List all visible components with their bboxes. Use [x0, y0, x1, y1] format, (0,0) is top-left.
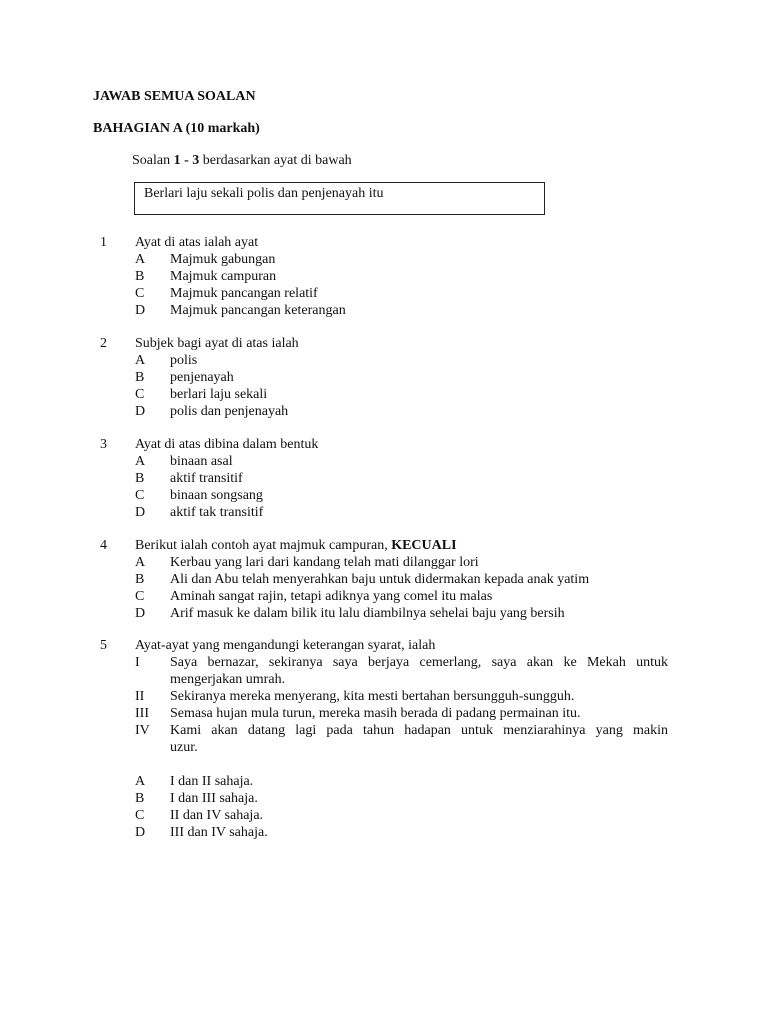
- option-text: polis dan penjenayah: [170, 404, 289, 419]
- question-stem-row: [100, 436, 680, 453]
- option-row: [100, 605, 680, 622]
- option-label: B: [135, 572, 145, 587]
- statement-label: IV: [135, 723, 150, 738]
- option-row: [100, 504, 680, 521]
- question-number: 5: [100, 638, 107, 653]
- option-text: Arif masuk ke dalam bilik itu lalu diambilnya sehelai baju yang bersih: [170, 606, 565, 621]
- question-number: 4: [100, 538, 107, 553]
- statement-text-continued: mengerjakan umrah.: [170, 672, 286, 687]
- option-label: B: [135, 471, 145, 486]
- option-label: C: [135, 286, 145, 301]
- question-2: [100, 335, 680, 420]
- instruction-post: berdasarkan ayat di bawah: [199, 153, 352, 168]
- statement-text: Sekiranya mereka menyerang, kita mesti bertahan bersungguh-sungguh.: [170, 689, 575, 704]
- option-label: A: [135, 774, 146, 789]
- option-label: B: [135, 791, 145, 806]
- option-label: D: [135, 606, 146, 621]
- option-text: Majmuk campuran: [170, 269, 277, 284]
- boxed-sentence: Berlari laju sekali polis dan penjenayah itu: [144, 186, 384, 201]
- option-text: berlari laju sekali: [170, 387, 268, 402]
- question-stem-row: [100, 234, 680, 251]
- option-label: A: [135, 454, 146, 469]
- option-text: Majmuk pancangan keterangan: [170, 303, 346, 318]
- option-text: Majmuk gabungan: [170, 252, 276, 267]
- option-row: [100, 251, 680, 268]
- option-label: C: [135, 387, 145, 402]
- option-text: binaan songsang: [170, 488, 263, 503]
- option-text: polis: [170, 353, 198, 368]
- option-row: [100, 403, 680, 420]
- option-row: [100, 302, 680, 319]
- question-5: [100, 637, 680, 841]
- question-4: [100, 537, 680, 622]
- option-label: B: [135, 370, 145, 385]
- statement-label: III: [135, 706, 149, 721]
- option-row: [100, 352, 680, 369]
- option-label: A: [135, 252, 146, 267]
- option-text: II dan IV sahaja.: [170, 808, 264, 823]
- option-text: Kerbau yang lari dari kandang telah mati dilanggar lori: [170, 555, 479, 570]
- question-stem: Ayat-ayat yang mengandungi keterangan syarat, ialah: [135, 638, 436, 653]
- option-row: [100, 790, 680, 807]
- option-row: [100, 487, 680, 504]
- question-number: 3: [100, 437, 107, 452]
- question-stem-emphasis: KECUALI: [391, 538, 457, 553]
- option-row: [100, 571, 680, 588]
- option-label: D: [135, 404, 146, 419]
- statement-continuation-row: [100, 671, 680, 688]
- statement-row: [100, 688, 680, 705]
- option-text: I dan III sahaja.: [170, 791, 258, 806]
- option-row: [100, 824, 680, 841]
- question-stem: Subjek bagi ayat di atas ialah: [135, 336, 299, 351]
- statement-continuation-row: [100, 739, 680, 756]
- option-row: [100, 386, 680, 403]
- option-row: [100, 268, 680, 285]
- option-label: D: [135, 825, 146, 840]
- boxed-sentence-frame: [134, 182, 545, 215]
- question-stem: Ayat di atas ialah ayat: [135, 235, 259, 250]
- question-stem: Berikut ialah contoh ayat majmuk campuran,: [135, 538, 392, 553]
- statement-row: [100, 722, 680, 739]
- statement-text: Kami akan datang lagi pada tahun hadapan untuk menziarahinya yang makin: [170, 723, 668, 738]
- statement-row: [100, 705, 680, 722]
- statement-row: [100, 654, 680, 671]
- page-title: JAWAB SEMUA SOALAN: [93, 89, 256, 104]
- option-text: Aminah sangat rajin, tetapi adiknya yang comel itu malas: [170, 589, 493, 604]
- instruction: [132, 152, 352, 169]
- option-label: C: [135, 808, 145, 823]
- instruction-pre: Soalan: [132, 153, 174, 168]
- option-text: III dan IV sahaja.: [170, 825, 268, 840]
- option-row: [100, 588, 680, 605]
- option-text: Majmuk pancangan relatif: [170, 286, 318, 301]
- option-label: D: [135, 505, 146, 520]
- question-stem-wrap: [135, 537, 457, 554]
- option-row: [100, 470, 680, 487]
- question-stem-row: [100, 335, 680, 352]
- option-row: [100, 807, 680, 824]
- question-stem: Ayat di atas dibina dalam bentuk: [135, 437, 319, 452]
- statement-label: II: [135, 689, 145, 704]
- option-label: A: [135, 353, 146, 368]
- option-text: I dan II sahaja.: [170, 774, 254, 789]
- instruction-range: 1 - 3: [173, 153, 200, 168]
- statement-label: I: [135, 655, 140, 670]
- option-text: binaan asal: [170, 454, 233, 469]
- option-label: C: [135, 488, 145, 503]
- option-row: [100, 285, 680, 302]
- question-3: [100, 436, 680, 521]
- option-text: aktif tak transitif: [170, 505, 264, 520]
- statement-text: Semasa hujan mula turun, mereka masih berada di padang permainan itu.: [170, 706, 581, 721]
- option-row: [100, 369, 680, 386]
- statement-text-continued: uzur.: [170, 740, 198, 755]
- question-stem-row: [100, 537, 680, 554]
- question-stem-row: [100, 637, 680, 654]
- option-label: B: [135, 269, 145, 284]
- option-label: D: [135, 303, 146, 318]
- option-text: Ali dan Abu telah menyerahkan baju untuk didermakan kepada anak yatim: [170, 572, 590, 587]
- statement-text: Saya bernazar, sekiranya saya berjaya cemerlang, saya akan ke Mekah untuk: [170, 655, 668, 670]
- option-row: [100, 453, 680, 470]
- question-number: 2: [100, 336, 107, 351]
- option-text: aktif transitif: [170, 471, 243, 486]
- spacer: [100, 756, 680, 773]
- option-label: C: [135, 589, 145, 604]
- option-text: penjenayah: [170, 370, 234, 385]
- option-label: A: [135, 555, 146, 570]
- option-row: [100, 773, 680, 790]
- question-number: 1: [100, 235, 107, 250]
- question-1: [100, 234, 680, 319]
- option-row: [100, 554, 680, 571]
- section-heading: BAHAGIAN A (10 markah): [93, 121, 260, 136]
